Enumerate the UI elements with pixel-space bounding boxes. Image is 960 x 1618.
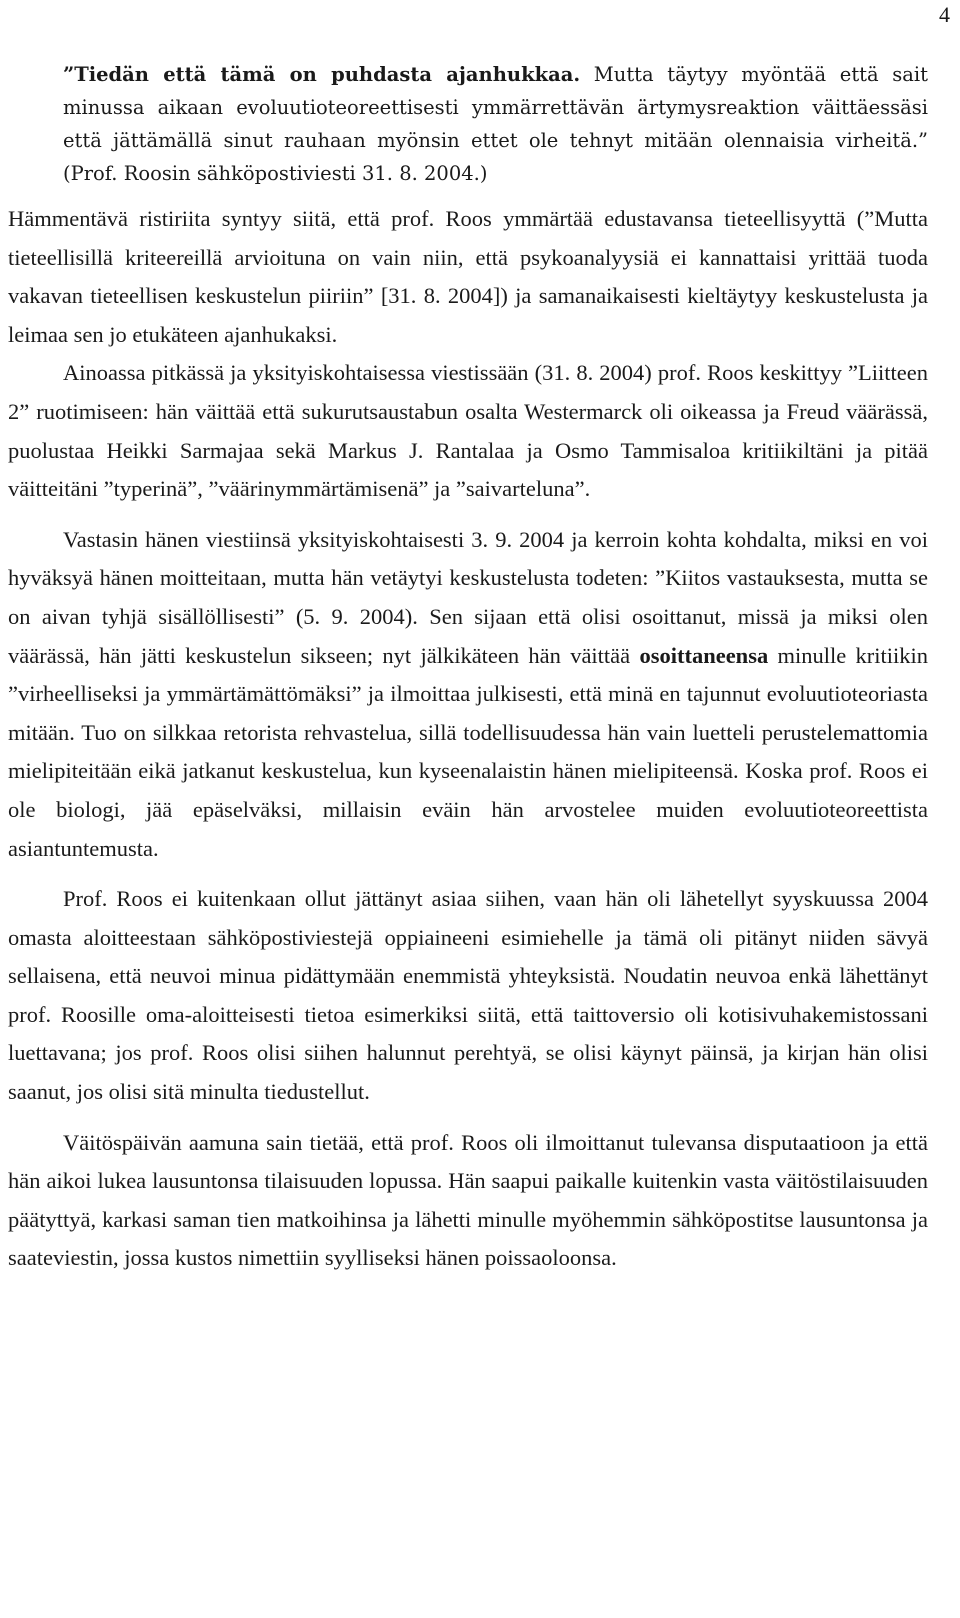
quote-bold-text: ”Tiedän että tämä on puhdasta ajanhukkaa. [63, 63, 581, 86]
paragraph-3 [8, 521, 928, 868]
paragraph-3-emphasis: osoittaneensa [639, 642, 769, 668]
quote-text: Mutta täytyy myöntää että sait minussa aikaan evoluutioteoreettisesti ymmärrettävän ärtymysreaktion väittäessäsi että jättämällä sinut rauhaan myönsin ettet ole tehnyt mitään olennaisia virheitä.” (Prof. Roosin sähköpostiviesti 31. 8. 2004.) [63, 63, 928, 185]
block-quote [8, 58, 928, 190]
paragraph-1: Hämmentävä ristiriita syntyy siitä, että prof. Roos ymmärtää edustavansa tieteellisyyttä (”Mutta tieteellisillä kriteereillä arvioituna on vain niin, että psykoanalyysiä ei kannattaisi yrittää tuoda vakavan tieteellisen keskustelun piiriin” [31. 8. 2004]) ja samanaikaisesti kieltäytyy keskustelusta ja leimaa sen jo etukäteen ajanhukaksi. [8, 206, 928, 347]
paragraph-2: Ainoassa pitkässä ja yksityiskohtaisessa viestissään (31. 8. 2004) prof. Roos keskittyy ”Liitteen 2” ruotimiseen: hän väittää että sukurutsaustabun osalta Westermarck oli oikeassa ja Freud väärässä, puolustaa Heikki Sarmajaa sekä Markus J. Rantalaa ja Osmo Tammisaloa kritiikiltäni ja pitää väitteitäni ”typerinä”, ”väärinymmärtämisenä” ja ”saivarteluna”. [8, 360, 928, 502]
paragraph-5: Väitöspäivän aamuna sain tietää, että prof. Roos oli ilmoittanut tulevansa disputaatioon ja että hän aikoi lukea lausuntonsa tilaisuuden lopussa. Hän saapui paikalle kuitenkin vasta väitöstilaisuuden päätyttyä, karkasi saman tien matkoihinsa ja lähetti minulle myöhemmin sähköpostitse lausuntonsa ja saateviestin, jossa kustos nimettiin syylliseksi hänen poissaoloonsa. [8, 1129, 928, 1271]
paragraph-3-text-b: minulle kritiikin ”virheelliseksi ja ymmärtämättömäksi” ja ilmoittaa julkisesti, että minä en tajunnut evoluutioteoriasta mitään. Tuo on silkkaa retorista rehvastelua, sillä todellisuudessa hän vain luetteli perustelemattomia mielipiteitään eikä jatkanut keskustelua, kun kyseenalaistin hänen mielipiteensä. Koska prof. Roos ei ole biologi, jää epäselväksi, millaisin eväin hän arvostelee muiden evoluutioteoreettista asiantuntemusta. [8, 642, 929, 861]
page-number: 4 [939, 2, 950, 27]
body-text [8, 58, 928, 1278]
paragraph-4: Prof. Roos ei kuitenkaan ollut jättänyt asiaa siihen, vaan hän oli lähetellyt syyskuussa 2004 omasta aloitteestaan sähköpostiviestejä oppiaineeni esimiehelle ja tämä oli pitänyt niiden sävyä sellaisena, että neuvoi minua pidättymään enemmistä yhteyksistä. Noudatin neuvoa enkä lähettänyt prof. Roosille oma-aloitteisesti tietoa esimerkiksi siitä, että taittoversio oli kotisivuhakemistossani luettavana; jos prof. Roos olisi siihen halunnut perehtyä, se olisi käynyt päinsä, ja kirjan hän olisi saanut, jos olisi sitä minulta tiedustellut. [8, 886, 928, 1105]
paragraph-3-text-a: Vastasin hänen viestiinsä yksityiskohtaisesti 3. 9. 2004 ja kerroin kohta kohdalta, miksi en voi hyväksyä hänen moitteitaan, mutta hän vetäytyi keskustelusta todeten: ”Kiitos vastauksesta, mutta se on aivan tyhjä sisällöllisesti” (5. 9. 2004). Sen sijaan että olisi osoittanut, missä ja miksi olen väärässä, hän jätti keskustelun sikseen; nyt jälkikäteen hän väittää [8, 526, 928, 668]
